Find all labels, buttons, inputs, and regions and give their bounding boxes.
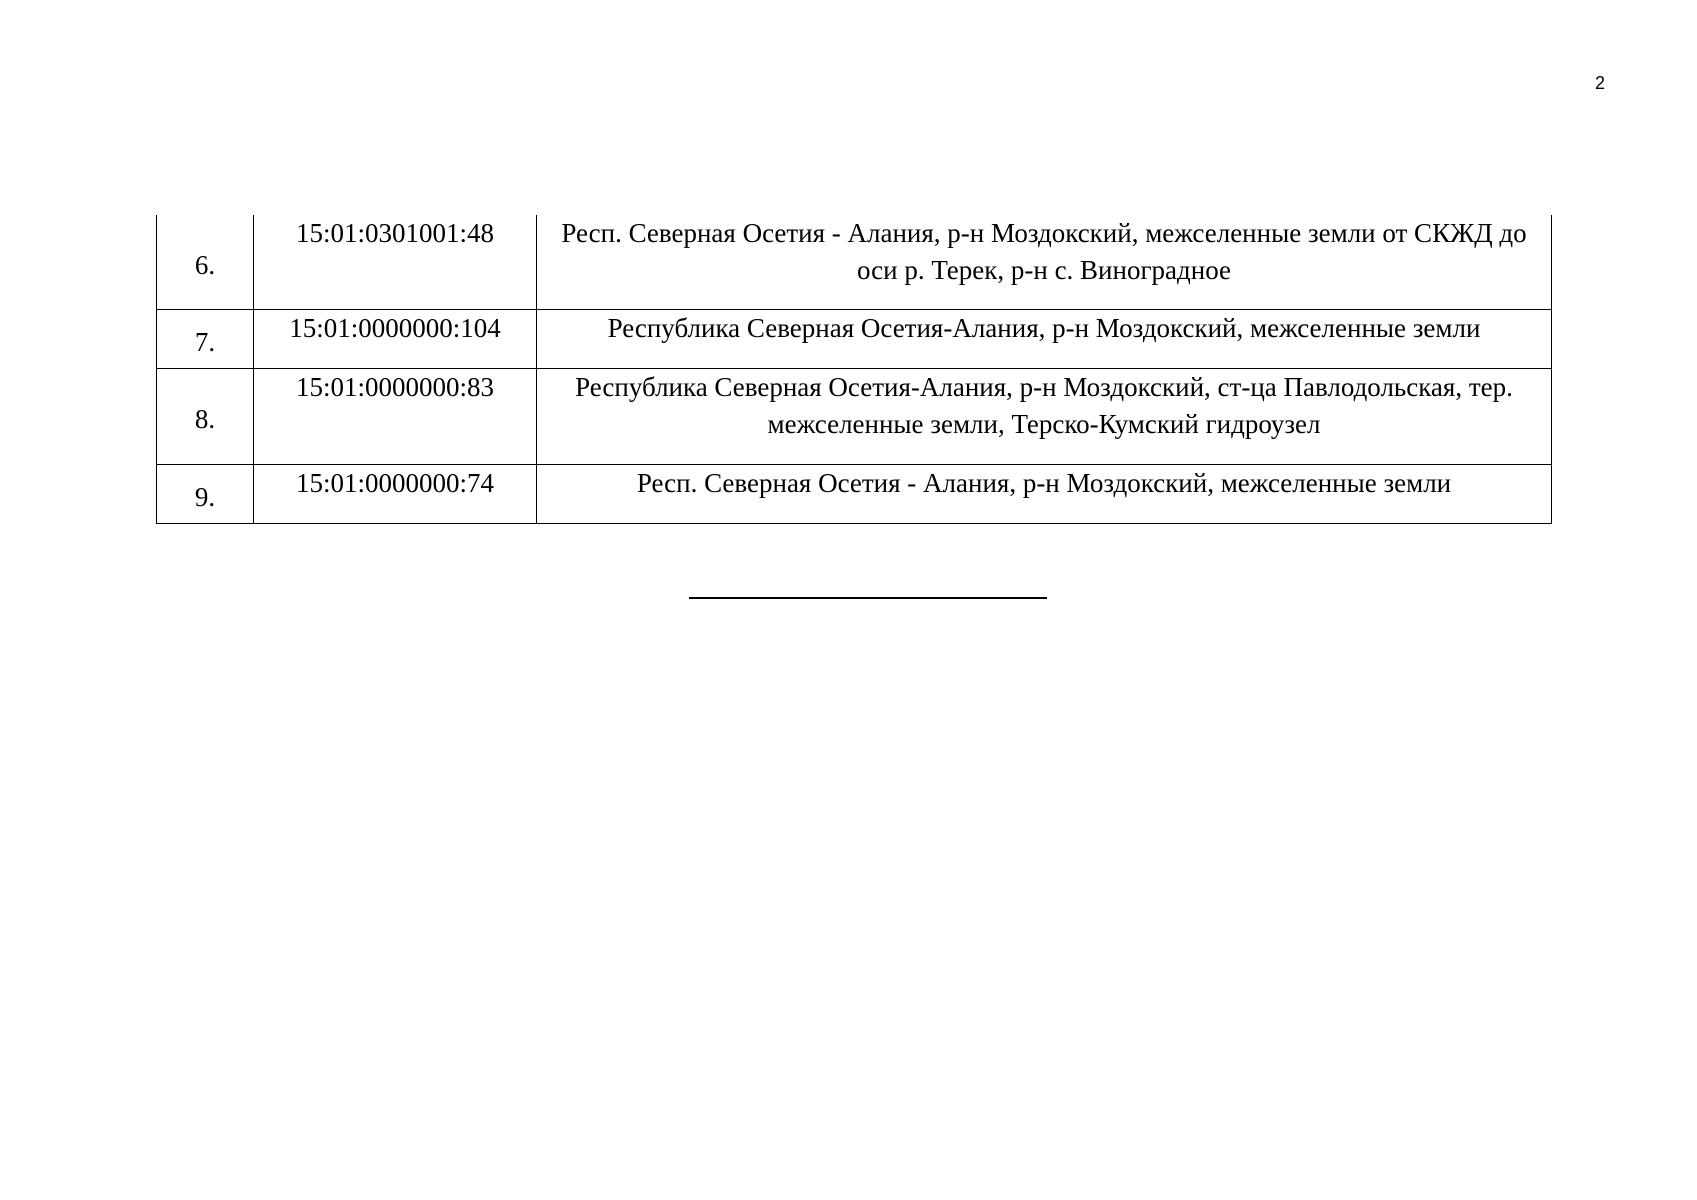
cadastral-number-cell: 15:01:0000000:74: [254, 465, 537, 524]
page-number: 2: [1594, 73, 1605, 93]
table-row: [157, 465, 1552, 524]
row-number: 8.: [194, 404, 216, 434]
land-plots-table: [156, 215, 1552, 524]
table-row: [157, 215, 1552, 310]
cadastral-number-cell: 15:01:0301001:48: [254, 215, 537, 310]
cadastral-number-cell: 15:01:0000000:83: [254, 369, 537, 465]
table-row: [157, 310, 1552, 369]
row-number-cell: [157, 310, 254, 369]
address-cell: Республика Северная Осетия-Алания, р-н Моздокский, межселенные земли: [537, 310, 1552, 369]
row-number-cell: [157, 465, 254, 524]
table-row: [157, 369, 1552, 465]
row-number: 6.: [194, 249, 216, 280]
row-number: 9.: [194, 481, 216, 512]
row-number: 7.: [194, 326, 216, 357]
document-end-divider: [689, 597, 1047, 599]
address-cell: Республика Северная Осетия-Алания, р-н Моздокский, ст-ца Павлодольская, тер. межселенные земли, Терско-Кумский гидроузел: [537, 369, 1552, 465]
address-cell: Респ. Северная Осетия - Алания, р-н Моздокский, межселенные земли: [537, 465, 1552, 524]
address-cell: Респ. Северная Осетия - Алания, р-н Моздокский, межселенные земли от СКЖД до оси р. Терек, р-н с. Виноградное: [537, 215, 1552, 310]
cadastral-number-cell: 15:01:0000000:104: [254, 310, 537, 369]
row-number-cell: [157, 369, 254, 465]
row-number-cell: [157, 215, 254, 310]
